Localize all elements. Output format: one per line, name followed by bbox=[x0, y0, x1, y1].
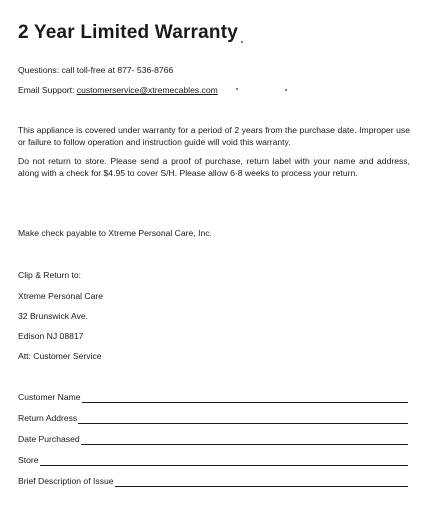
page-title: 2 Year Limited Warranty bbox=[18, 22, 239, 43]
phone-line: Questions: call toll-free at 877- 536-8766 bbox=[18, 65, 174, 75]
form-field-label: Date Purchased bbox=[18, 434, 80, 444]
fill-in-line[interactable] bbox=[82, 393, 408, 403]
form-field-label: Customer Name bbox=[18, 392, 81, 402]
address-line: Xtreme Personal Care bbox=[18, 291, 104, 301]
return-address-field[interactable] bbox=[18, 413, 408, 424]
fill-in-line[interactable] bbox=[81, 435, 408, 445]
fill-in-line[interactable] bbox=[115, 477, 408, 487]
address-line: 32 Brunswick Ave. bbox=[18, 311, 89, 321]
scan-speck bbox=[236, 88, 238, 90]
email-link[interactable]: customerservice@xtremecables.com bbox=[76, 85, 218, 95]
email-label: Email Support: bbox=[18, 85, 77, 95]
check-payable-line: Make check payable to Xtreme Personal Care, Inc. bbox=[18, 228, 212, 238]
coverage-paragraph: This appliance is covered under warranty for a period of 2 years from the purchase date. Improper use or failure to follow operation and instruction guide will void this warranty. bbox=[18, 125, 410, 147]
scan-speck bbox=[241, 41, 243, 43]
fill-in-line[interactable] bbox=[40, 456, 408, 466]
return-instructions-paragraph: Do not return to store. Please send a proof of purchase, return label with your name and address, along with a check for $4.95 to cover S/H. Please allow 6-8 weeks to process your return. bbox=[18, 156, 410, 178]
clip-return-heading: Clip & Return to: bbox=[18, 270, 82, 280]
fill-in-line[interactable] bbox=[78, 414, 408, 424]
customer-name-field[interactable] bbox=[18, 392, 408, 403]
store-field[interactable] bbox=[18, 455, 408, 466]
address-line: Att: Customer Service bbox=[18, 351, 102, 361]
date-purchased-field[interactable] bbox=[18, 434, 408, 445]
scan-speck bbox=[285, 89, 287, 91]
issue-description-field[interactable] bbox=[18, 476, 408, 487]
form-field-label: Store bbox=[18, 455, 39, 465]
form-field-label: Return Address bbox=[18, 413, 78, 423]
form-field-label: Brief Description of Issue bbox=[18, 476, 114, 486]
address-line: Edison NJ 08817 bbox=[18, 331, 84, 341]
email-line bbox=[18, 84, 218, 96]
